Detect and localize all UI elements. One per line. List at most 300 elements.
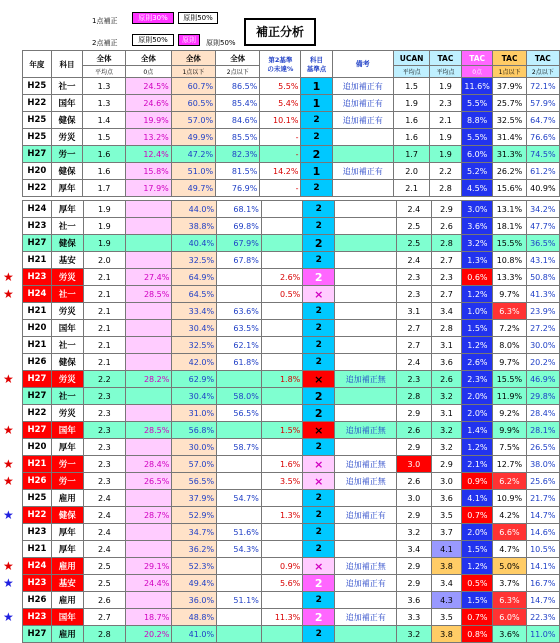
cell-avg: 2.1 [83, 337, 125, 354]
cell-year: H21 [23, 252, 52, 269]
cell-tac-zero: 1.5% [462, 541, 493, 558]
cell-tac-zero: 2.3% [462, 371, 493, 388]
cell-year: H20 [23, 163, 52, 180]
cell-le1: 30.0% [172, 439, 217, 456]
cell-year: H24 [23, 286, 52, 303]
table-row [23, 303, 560, 320]
legend-swatch-30c: 原則 [178, 34, 200, 46]
cell-subjstd: 2 [303, 507, 335, 524]
cell-subject: 労災 [51, 371, 83, 388]
cell-le2: 86.5% [216, 78, 260, 95]
cell-subjstd: 2 [303, 218, 335, 235]
cell-subject: 基安 [51, 252, 83, 269]
table-row [23, 252, 560, 269]
cell-le1: 30.4% [172, 388, 217, 405]
cell-tac-le2: 72.1% [526, 78, 559, 95]
cell-subjstd: 2 [303, 320, 335, 337]
cell-note [335, 439, 397, 456]
table-row [23, 95, 560, 112]
cell-year: H27 [23, 371, 52, 388]
cell-tac-le2: 64.7% [526, 112, 559, 129]
cell-le2 [217, 609, 262, 626]
cell-avg: 1.9 [83, 201, 125, 218]
cell-tac-zero: 11.6% [461, 78, 493, 95]
hdr-tac4-sub: 2点以下 [526, 66, 559, 78]
cell-tac-le2: 29.8% [526, 388, 559, 405]
cell-le1: 42.0% [172, 354, 217, 371]
cell-tac-le1: 25.7% [493, 95, 526, 112]
cell-zero: 24.4% [126, 575, 172, 592]
cell-std: 14.2% [260, 163, 301, 180]
cell-subjstd: 2 [301, 112, 332, 129]
star-icon: ★ [3, 287, 14, 301]
cell-ucan: 2.3 [397, 269, 431, 286]
cell-subject: 社一 [51, 218, 83, 235]
cell-le1: 51.0% [171, 163, 215, 180]
cell-le2 [217, 456, 262, 473]
cell-note [332, 146, 394, 163]
cell-year: H22 [23, 405, 52, 422]
cell-ucan: 1.7 [394, 146, 430, 163]
cell-tac-le2: 36.5% [526, 235, 559, 252]
table-row [23, 112, 560, 129]
cell-zero [126, 337, 172, 354]
legend-1pt-label: 1点補正 [92, 17, 118, 25]
cell-tac-le2: 22.3% [526, 609, 559, 626]
cell-zero: 28.5% [126, 286, 172, 303]
cell-ucan: 1.6 [394, 112, 430, 129]
cell-tac-le1: 31.4% [493, 129, 526, 146]
cell-tac-le1: 13.3% [493, 269, 526, 286]
cell-le2: 51.1% [217, 592, 262, 609]
table-row [23, 405, 560, 422]
table-row [23, 129, 560, 146]
cell-tac-le1: 15.5% [493, 235, 526, 252]
cell-ucan: 2.5 [397, 235, 431, 252]
cell-tac-le2: 30.0% [526, 337, 559, 354]
cell-le2: 76.9% [216, 180, 260, 197]
cell-subjstd: 1 [301, 163, 332, 180]
cell-year: H20 [23, 320, 52, 337]
table-row [23, 422, 560, 439]
cell-tac-le1: 9.7% [493, 286, 526, 303]
legend-2pt-label: 2点補正 [92, 39, 118, 47]
cell-subject: 労一 [51, 146, 82, 163]
cell-avg: 1.5 [83, 129, 126, 146]
cell-le1: 64.5% [172, 286, 217, 303]
cell-le1: 47.2% [171, 146, 215, 163]
cell-year: H25 [23, 129, 52, 146]
cell-subject: 社一 [51, 337, 83, 354]
cell-std [261, 320, 302, 337]
legend-swatch-50b: 原則50% [206, 39, 236, 47]
cell-zero: 27.4% [126, 269, 172, 286]
cell-ucan: 2.9 [397, 507, 431, 524]
star-icon: ★ [3, 270, 14, 284]
cell-tac-zero: 1.0% [462, 303, 493, 320]
cell-std: 5.6% [261, 575, 302, 592]
cell-note [335, 524, 397, 541]
cell-ucan: 2.9 [397, 558, 431, 575]
cell-tac-le2: 57.9% [526, 95, 559, 112]
cell-tac-avg: 2.9 [431, 201, 462, 218]
cell-subject: 労災 [51, 303, 83, 320]
cell-ucan: 2.5 [397, 218, 431, 235]
cell-tac-avg: 3.7 [431, 524, 462, 541]
cell-le2: 82.3% [216, 146, 260, 163]
cell-le1: 31.0% [172, 405, 217, 422]
hdr-all4-sub: 2点以下 [216, 66, 260, 78]
cell-tac-zero: 0.7% [462, 609, 493, 626]
cell-subject: 雇用 [51, 490, 83, 507]
cell-le1: 30.4% [172, 320, 217, 337]
cell-subjstd: 2 [303, 524, 335, 541]
cell-note [335, 201, 397, 218]
cell-le1: 52.3% [172, 558, 217, 575]
cell-tac-le1: 9.9% [493, 422, 526, 439]
cell-le1: 40.4% [172, 235, 217, 252]
cell-le1: 57.0% [171, 112, 215, 129]
hdr-all1-sub: 平均点 [83, 66, 126, 78]
cell-tac-le2: 50.8% [526, 269, 559, 286]
cell-tac-le2: 46.9% [526, 371, 559, 388]
cell-subjstd: 2 [301, 180, 332, 197]
cell-le1: 52.9% [172, 507, 217, 524]
cell-std [261, 235, 302, 252]
cell-std: 2.6% [261, 269, 302, 286]
cell-std [261, 252, 302, 269]
cell-tac-le1: 3.6% [493, 626, 526, 643]
table-row [23, 163, 560, 180]
cell-zero [126, 388, 172, 405]
cell-avg: 2.3 [83, 456, 125, 473]
cell-tac-zero: 3.2% [462, 235, 493, 252]
cell-subject: 国年 [51, 422, 83, 439]
cell-le2: 84.6% [216, 112, 260, 129]
cell-year: H21 [23, 541, 52, 558]
cell-avg: 1.3 [83, 78, 126, 95]
table-row [23, 180, 560, 197]
hdr-all2: 全体 [125, 51, 171, 66]
cell-tac-le1: 6.2% [493, 473, 526, 490]
cell-tac-avg: 3.4 [431, 575, 462, 592]
cell-tac-avg: 3.4 [431, 303, 462, 320]
cell-tac-le1: 6.0% [493, 609, 526, 626]
cell-subject: 労災 [51, 129, 82, 146]
cell-tac-avg: 3.5 [431, 609, 462, 626]
cell-ucan: 2.1 [394, 180, 430, 197]
cell-tac-le2: 61.2% [526, 163, 559, 180]
cell-tac-avg: 3.0 [431, 473, 462, 490]
cell-tac-zero: 1.2% [462, 439, 493, 456]
table-bottom [22, 200, 560, 643]
cell-year: H26 [23, 592, 52, 609]
cell-le1: 48.8% [172, 609, 217, 626]
cell-std [261, 405, 302, 422]
cell-avg: 1.6 [83, 146, 126, 163]
cell-zero: 20.2% [126, 626, 172, 643]
table-row [23, 609, 560, 626]
cell-avg: 2.3 [83, 405, 125, 422]
cell-le2: 58.0% [217, 388, 262, 405]
cell-subject: 雇用 [51, 558, 83, 575]
star-icon: ★ [3, 610, 14, 624]
cell-year: H27 [23, 235, 52, 252]
cell-subjstd: 2 [303, 252, 335, 269]
cell-subject: 健保 [51, 235, 83, 252]
cell-std [261, 201, 302, 218]
cell-subject: 健保 [51, 354, 83, 371]
cell-std: 1.5% [261, 422, 302, 439]
cell-le2: 63.5% [217, 320, 262, 337]
cell-le1: 49.4% [172, 575, 217, 592]
cell-le2 [217, 575, 262, 592]
cell-subjstd: 2 [303, 609, 335, 626]
cell-tac-le2: 40.9% [526, 180, 559, 197]
cell-std: 0.9% [261, 558, 302, 575]
cell-subjstd: 2 [303, 592, 335, 609]
cell-std [261, 303, 302, 320]
table-row [23, 235, 560, 252]
cell-tac-le1: 18.1% [493, 218, 526, 235]
cell-tac-zero: 1.3% [462, 252, 493, 269]
cell-zero [126, 252, 172, 269]
cell-le2: 69.8% [217, 218, 262, 235]
cell-ucan: 2.9 [397, 439, 431, 456]
cell-le1: 64.9% [172, 269, 217, 286]
cell-avg: 2.3 [83, 422, 125, 439]
cell-le2: 68.1% [217, 201, 262, 218]
cell-tac-le2: 26.5% [526, 439, 559, 456]
cell-le2: 56.5% [217, 405, 262, 422]
cell-tac-zero: 0.6% [462, 269, 493, 286]
cell-subjstd: 2 [303, 490, 335, 507]
cell-tac-le2: 28.4% [526, 405, 559, 422]
cell-subjstd: 2 [303, 405, 335, 422]
cell-le1: 38.8% [172, 218, 217, 235]
cell-le2: 54.7% [217, 490, 262, 507]
cell-tac-avg: 2.8 [430, 180, 462, 197]
cell-tac-le1: 7.2% [493, 320, 526, 337]
cell-note [335, 592, 397, 609]
hdr-tac4: TAC [526, 51, 559, 66]
cell-year: H23 [23, 575, 52, 592]
cell-note: 追加補正有 [332, 95, 394, 112]
cell-std [261, 592, 302, 609]
cell-tac-avg: 2.1 [430, 112, 462, 129]
cell-subjstd: 1 [301, 95, 332, 112]
cell-le2: 63.6% [217, 303, 262, 320]
table-row [23, 201, 560, 218]
cell-tac-avg: 2.9 [431, 456, 462, 473]
cell-tac-zero: 2.0% [462, 405, 493, 422]
cell-tac-zero: 3.6% [462, 218, 493, 235]
cell-year: H26 [23, 354, 52, 371]
cell-note [335, 235, 397, 252]
cell-subject: 雇用 [51, 592, 83, 609]
cell-avg: 2.6 [83, 592, 125, 609]
cell-year: H27 [23, 626, 52, 643]
cell-year: H24 [23, 558, 52, 575]
table-top [22, 50, 560, 197]
cell-subject: 国年 [51, 95, 82, 112]
cell-tac-le1: 26.2% [493, 163, 526, 180]
cell-tac-le1: 32.5% [493, 112, 526, 129]
cell-tac-zero: 0.9% [462, 473, 493, 490]
cell-tac-le2: 25.6% [526, 473, 559, 490]
star-icon: ★ [3, 423, 14, 437]
cell-year: H23 [23, 609, 52, 626]
cell-le2 [217, 626, 262, 643]
cell-tac-zero: 2.0% [462, 388, 493, 405]
cell-tac-zero: 1.2% [462, 337, 493, 354]
cell-subject: 雇用 [51, 626, 83, 643]
hdr-ucan-sub: 平均点 [394, 66, 430, 78]
cell-std: 5.4% [260, 95, 301, 112]
cell-le2: 67.8% [217, 252, 262, 269]
cell-zero: 28.2% [126, 371, 172, 388]
cell-avg: 2.4 [83, 541, 125, 558]
cell-tac-le1: 13.1% [493, 201, 526, 218]
cell-avg: 2.5 [83, 558, 125, 575]
cell-subjstd: 2 [303, 337, 335, 354]
cell-subject: 厚年 [51, 201, 83, 218]
cell-tac-le2: 14.7% [526, 592, 559, 609]
cell-le1: 32.5% [172, 252, 217, 269]
cell-le2 [217, 473, 262, 490]
cell-ucan: 2.0 [394, 163, 430, 180]
cell-tac-avg: 4.3 [431, 592, 462, 609]
cell-tac-avg: 2.2 [430, 163, 462, 180]
cell-avg: 1.3 [83, 95, 126, 112]
cell-avg: 1.7 [83, 180, 126, 197]
cell-le1: 49.7% [171, 180, 215, 197]
cell-subject: 基安 [51, 575, 83, 592]
cell-note [335, 303, 397, 320]
cell-zero: 28.5% [126, 422, 172, 439]
cell-subjstd: 2 [303, 354, 335, 371]
cell-le1: 36.2% [172, 541, 217, 558]
cell-note: 追加補正有 [332, 78, 394, 95]
cell-ucan: 2.3 [397, 286, 431, 303]
star-icon: ★ [3, 508, 14, 522]
cell-subjstd: × [303, 473, 335, 490]
cell-zero [126, 490, 172, 507]
cell-tac-le2: 14.7% [526, 507, 559, 524]
cell-tac-zero: 2.6% [462, 354, 493, 371]
table-row [23, 473, 560, 490]
cell-subjstd: × [303, 371, 335, 388]
cell-std [261, 490, 302, 507]
cell-note [335, 626, 397, 643]
cell-tac-le2: 14.6% [526, 524, 559, 541]
cell-zero [126, 218, 172, 235]
cell-tac-le1: 37.9% [493, 78, 526, 95]
cell-tac-avg: 2.6 [431, 218, 462, 235]
cell-tac-zero: 0.7% [462, 507, 493, 524]
cell-tac-le1: 11.9% [493, 388, 526, 405]
cell-note [335, 252, 397, 269]
cell-tac-le1: 31.3% [493, 146, 526, 163]
cell-subjstd: 1 [301, 78, 332, 95]
cell-tac-zero: 1.5% [462, 592, 493, 609]
cell-tac-le1: 4.7% [493, 541, 526, 558]
hdr-all3-sub: 1点以下 [171, 66, 215, 78]
cell-subjstd: 2 [303, 575, 335, 592]
cell-tac-avg: 2.7 [431, 286, 462, 303]
cell-ucan: 2.8 [397, 388, 431, 405]
cell-ucan: 2.7 [397, 320, 431, 337]
page-title: 補正分析 [244, 18, 316, 46]
table-row [23, 439, 560, 456]
cell-le1: 60.5% [171, 95, 215, 112]
cell-tac-avg: 3.5 [431, 507, 462, 524]
cell-std: - [260, 129, 301, 146]
cell-subject: 健保 [51, 507, 83, 524]
cell-tac-le2: 38.0% [526, 456, 559, 473]
cell-tac-le2: 20.2% [526, 354, 559, 371]
cell-note: 追加補正有 [335, 609, 397, 626]
cell-tac-le2: 47.7% [526, 218, 559, 235]
cell-subject: 労災 [51, 405, 83, 422]
cell-le1: 60.7% [171, 78, 215, 95]
cell-note [335, 490, 397, 507]
cell-ucan: 3.2 [397, 626, 431, 643]
cell-tac-zero: 6.0% [461, 146, 493, 163]
table-row [23, 354, 560, 371]
cell-year: H21 [23, 456, 52, 473]
cell-tac-le1: 9.7% [493, 354, 526, 371]
cell-note [335, 354, 397, 371]
cell-le2 [217, 422, 262, 439]
cell-tac-le1: 6.3% [493, 592, 526, 609]
cell-le1: 56.5% [172, 473, 217, 490]
cell-year: H25 [23, 112, 52, 129]
cell-tac-le1: 15.5% [493, 371, 526, 388]
cell-note [335, 269, 397, 286]
cell-subject: 厚年 [51, 180, 82, 197]
cell-note: 追加補正有 [335, 575, 397, 592]
cell-subject: 厚年 [51, 524, 83, 541]
cell-std [261, 524, 302, 541]
cell-subjstd: × [303, 286, 335, 303]
table-row [23, 592, 560, 609]
cell-tac-le1: 4.2% [493, 507, 526, 524]
cell-std: - [260, 146, 301, 163]
cell-tac-zero: 4.5% [461, 180, 493, 197]
cell-tac-le2: 16.7% [526, 575, 559, 592]
cell-std: 1.8% [261, 371, 302, 388]
cell-le2: 54.3% [217, 541, 262, 558]
cell-tac-zero: 1.5% [462, 320, 493, 337]
cell-tac-avg: 3.6 [431, 354, 462, 371]
cell-subjstd: 2 [301, 146, 332, 163]
table-row [23, 371, 560, 388]
cell-std [261, 541, 302, 558]
cell-subjstd: × [303, 558, 335, 575]
cell-year: H20 [23, 439, 52, 456]
cell-le1: 49.9% [171, 129, 215, 146]
cell-tac-le1: 10.9% [493, 490, 526, 507]
cell-le1: 32.5% [172, 337, 217, 354]
cell-tac-zero: 2.0% [462, 524, 493, 541]
cell-avg: 2.2 [83, 371, 125, 388]
cell-note [335, 405, 397, 422]
legend-swatch-50: 原則50% [178, 12, 218, 24]
cell-tac-le2: 27.2% [526, 320, 559, 337]
cell-std: 0.5% [261, 286, 302, 303]
cell-tac-le1: 9.2% [493, 405, 526, 422]
